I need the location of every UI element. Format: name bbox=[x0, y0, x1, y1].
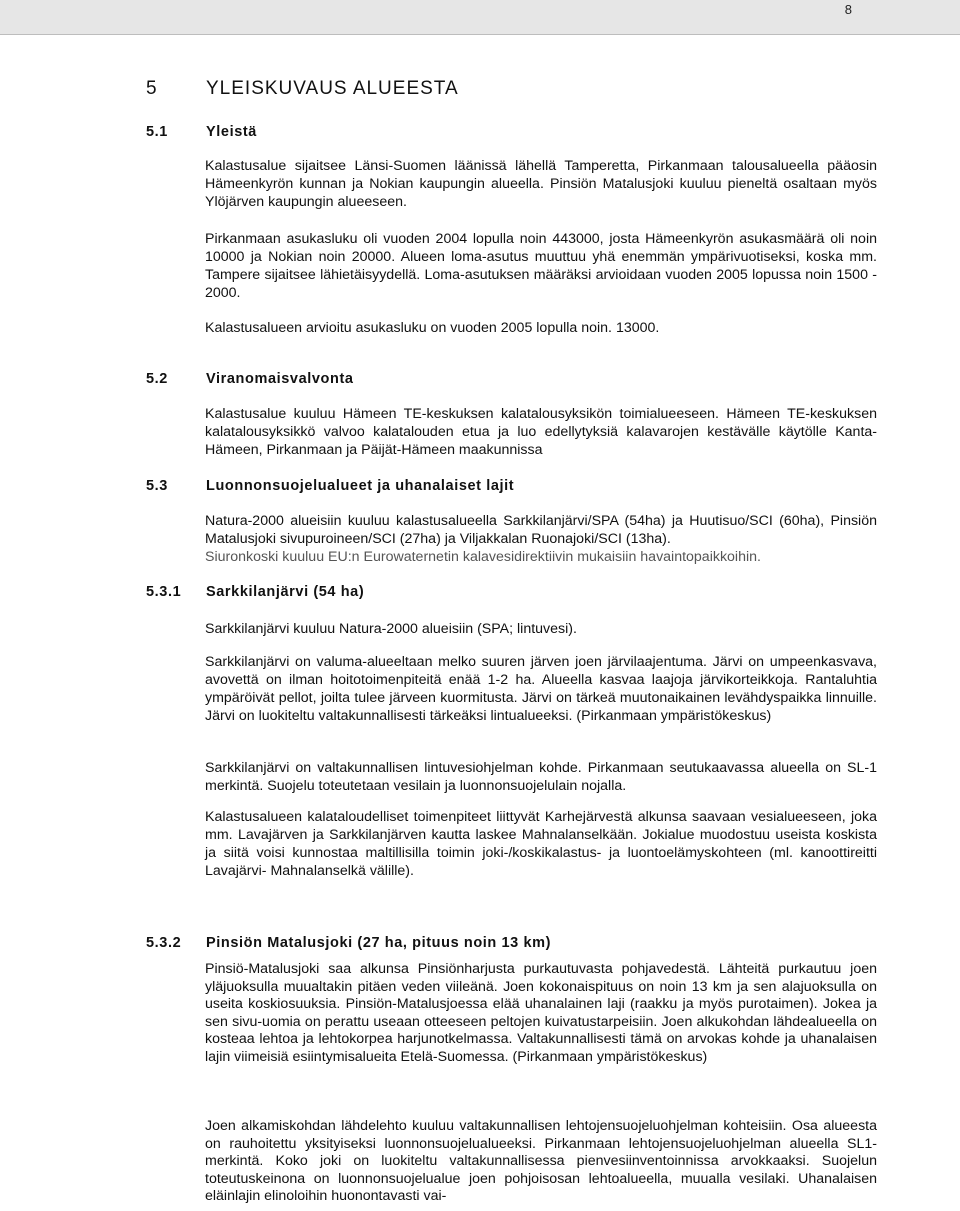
subsection-title: Pinsiön Matalusjoki (27 ha, pituus noin 13 km) bbox=[206, 935, 552, 951]
subsection-number: 5.3.1 bbox=[146, 584, 182, 600]
subsection-heading-5-3-1 bbox=[146, 584, 364, 600]
section-number: 5 bbox=[146, 78, 158, 99]
subsection-title: Luonnonsuojelualueet ja uhanalaiset lajit bbox=[206, 478, 515, 494]
subsection-heading-5-1 bbox=[146, 124, 257, 140]
subsection-heading-5-3-2 bbox=[146, 935, 551, 951]
page-header bbox=[0, 0, 960, 35]
paragraph: Pirkanmaan asukasluku oli vuoden 2004 lopulla noin 443000, josta Hämeenkyrön asukasmäärä oli noin 10000 ja Nokian noin 20000. Alueen loma-asutus muuttuu yhä enemmän ympärivuotiseksi, koska mm. Tampere sijaitsee lähietäisyydellä. Loma-asutuksen määräksi arvioidaan vuoden 2005 lopussa noin 1500 - 2000. bbox=[205, 231, 877, 301]
paragraph: Natura-2000 alueisiin kuuluu kalastusalueella Sarkkilanjärvi/SPA (54ha) ja Huutisuo/SCI (60ha), Pinsiön Matalusjoki sivupuroineen/SCI (27ha) ja Viljakkalan Ruonajoki/SCI (13ha). bbox=[205, 513, 877, 547]
subsection-number: 5.2 bbox=[146, 371, 168, 387]
paragraph: Pinsiö-Matalusjoki saa alkunsa Pinsiönharjusta purkautuvasta pohjavedestä. Lähteitä purkautuu joen yläjuoksulla muualtakin pitäen veden viileänä. Joen kokonaispituus on noin 13 km ja sen alajuoksulla on useita koskiosuuksia. Pinsiön-Matalusjoessa elää uhanalainen laji (raakku ja myös purotaimen). Jokea ja sen sivu-uomia on perattu useaan otteeseen peltojen kuivatustarpeisiin. Joen alkukohdan lähdealueella on kosteaa lehtoa ja lehtokorpea harjunotkelmassa. Valtakunnallisesti tämä on arvokas kohde ja uhanalaisen lajin viimeisiä esiintymisalueita Etelä-Suomessa. (Pirkanmaan ympäristökeskus) bbox=[205, 961, 877, 1065]
subsection-number: 5.1 bbox=[146, 124, 168, 140]
paragraph: Kalastusalue kuuluu Hämeen TE-keskuksen kalatalousyksikön toimialueeseen. Hämeen TE-keskuksen kalatalousyksikkö valvoo kalatalouden etua ja luo edellytyksiä kalavarojen kestävälle käytölle Kanta-Hämeen, Pirkanmaan ja Päijät-Hämeen maakunnissa bbox=[205, 406, 877, 458]
paragraph: Kalastusalueen arvioitu asukasluku on vuoden 2005 lopulla noin. 13000. bbox=[205, 320, 660, 336]
subsection-title: Yleistä bbox=[206, 124, 257, 140]
paragraph: Sarkkilanjärvi on valtakunnallisen lintuvesiohjelman kohde. Pirkanmaan seutukaavassa alueella on SL-1 merkintä. Suojelu toteutetaan vesilain ja luonnonsuojelulain nojalla. bbox=[205, 760, 877, 794]
paragraph-note: Siuronkoski kuuluu EU:n Eurowaternetin kalavesidirektiivin mukaisiin havaintopaikkoihin. bbox=[205, 549, 761, 565]
paragraph: Kalastusalueen kalataloudelliset toimenpiteet liittyvät Karhejärvestä alkunsa saavaan vesialueeseen, joka mm. Lavajärven ja Sarkkilanjärven kautta laskee Mahnalanselkään. Jokialue muodostuu useista koskista ja siitä voisi kunnostaa maltillisilla toimin joki-/koskikalastus- ja luontoelämyskohteen (ml. kanoottireitti Lavajärvi- Mahnalanselkä välille). bbox=[205, 809, 877, 879]
subsection-heading-5-3 bbox=[146, 478, 514, 494]
subsection-title: Sarkkilanjärvi (54 ha) bbox=[206, 584, 365, 600]
paragraph: Kalastusalue sijaitsee Länsi-Suomen läänissä lähellä Tamperetta, Pirkanmaan talousalueella pääosin Hämeenkyrön kunnan ja Nokian kaupungin alueella. Pinsiön Matalusjoki kuuluu pieneltä osaltaan myös Ylöjärven kaupungin alueeseen. bbox=[205, 158, 877, 210]
subsection-heading-5-2 bbox=[146, 371, 354, 387]
subsection-title: Viranomaisvalvonta bbox=[206, 371, 354, 387]
section-heading bbox=[146, 78, 459, 100]
paragraph: Sarkkilanjärvi on valuma-alueeltaan melko suuren järven joen järvilaajentuma. Järvi on umpeenkasvava, avovettä on ilman hoitotoimenpiteitä enää 1-2 ha. Alueella kasvaa laajoja järvikorteikkoja. Rantaluhtia ympäröivät pellot, joilta tulee järveen kuormitusta. Järvi on tärkeä muutonaikainen levähdyspaikka linnuille. Järvi on luokiteltu valtakunnallisesti tärkeäksi lintualueeksi. (Pirkanmaan ympäristökeskus) bbox=[205, 654, 877, 724]
section-title: YLEISKUVAUS ALUEESTA bbox=[206, 78, 459, 99]
page-number: 8 bbox=[844, 2, 852, 17]
paragraph: Sarkkilanjärvi kuuluu Natura-2000 alueisiin (SPA; lintuvesi). bbox=[205, 621, 577, 637]
subsection-number: 5.3 bbox=[146, 478, 168, 494]
paragraph: Joen alkamiskohdan lähdelehto kuuluu valtakunnallisen lehtojensuojeluohjelman kohteisiin. Osa alueesta on rauhoitettu yksityiseksi luonnonsuojelualueeksi. Pirkanmaan lehtojensuojeluohjelman alueella SL1-merkintä. Koko joki on luokiteltu valtakunnallisessa pienvesiinventoinnissa arvokkaaksi. Suojelun toteutuskeinona on luonnonsuojelualue joen pohjoisosan lehtoalueella, muualla vesilaki. Uhanalaisen eläinlajin elinoloihin huonontavasti vai- bbox=[205, 1118, 877, 1204]
subsection-number: 5.3.2 bbox=[146, 935, 182, 951]
